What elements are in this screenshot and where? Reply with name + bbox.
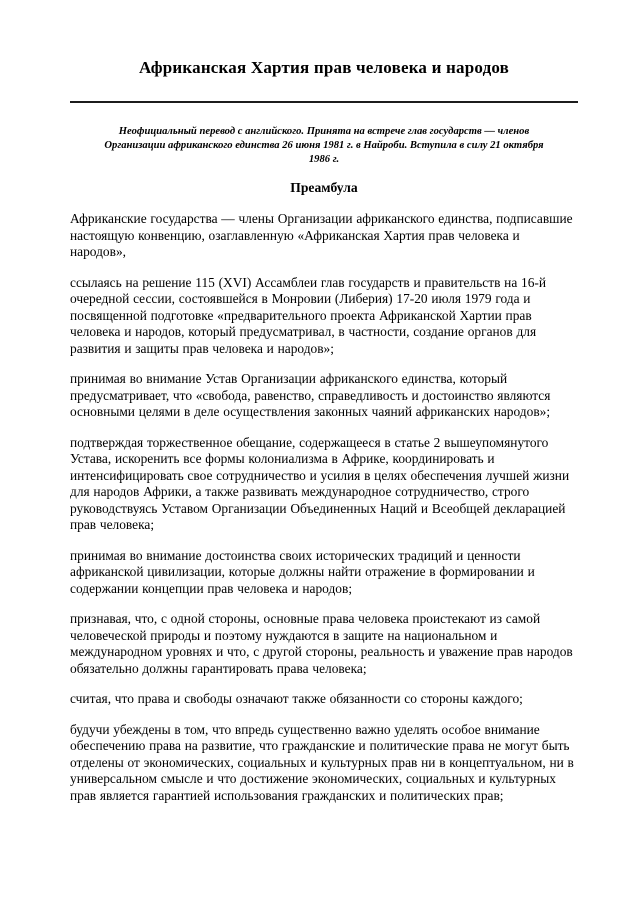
paragraph-article-2-pledge: подтверждая торжественное обещание, содержащееся в статье 2 вышеупомянутого Устава, искоренить все формы колониализма в Африке, координировать и интенсифицировать свое сотрудничество и усилия в целях обеспечения лучшей жизни для народов Африки, а также развивать международное сотрудничество, строго руководствуясь Уставом Организации Объединенных Наций и Всеобщей декларацией прав человека; — [70, 434, 570, 533]
paragraph-right-to-development: будучи убеждены в том, что впредь существенно важно уделять особое внимание обеспечению права на развитие, что гражданские и политические права не могут быть отделены от экономических, социальных и культурных прав ни в концептуальном, ни в универсальном смысле и что достижение экономических, социальных и культурных прав является гарантией использования гражданских и политических прав; — [70, 721, 574, 803]
paragraph-recognizing-rights: признавая, что, с одной стороны, основные права человека проистекают из самой человеческой природы и поэтому нуждаются в защите на национальном и международном уровнях и что, с другой стороны, реальность и уважение прав народов обязательно должны гарантировать права человека; — [70, 611, 573, 676]
document-title: Африканская Хартия прав человека и народов — [138, 58, 510, 77]
paragraph-duties: считая, что права и свободы означают также обязанности со стороны каждого; — [70, 691, 523, 707]
paragraph-traditions: принимая во внимание достоинства своих исторических традиций и ценности африканской цивилизации, которые должны найти отражение в формировании и содержании концепции прав человека и народов; — [70, 547, 535, 596]
preamble-body — [70, 211, 578, 804]
document-subtitle-note: Неофициальный перевод с английского. Принята на встрече глав государств — членов Организации африканского единства 26 июня 1981 г. в Найроби. Вступила в силу 21 октября 1986 г. — [104, 126, 544, 165]
paragraph-decision-115: ссылаясь на решение 115 (XVI) Ассамблеи глав государств и правительств на 16-й очередной сессии, состоявшейся в Монровии (Либерия) 17-20 июля 1979 года и посвященной подготовке «предварительного проекта Африканской Хартии прав человека и народов, который предусматривал, в частности, создание органов для развития и защиты прав человека и народов»; — [70, 274, 547, 356]
title-divider-rule — [70, 101, 578, 103]
paragraph-oau-charter: принимая во внимание Устав Организации африканского единства, который предусматривает, что «свобода, равенство, справедливость и достоинство являются основными целями в деле осуществления законных чаяний африканских народов»; — [70, 371, 551, 420]
paragraph-signatories: Африканские государства — члены Организации африканского единства, подписавшие настоящую конвенцию, озаглавленную «Африканская Хартия прав человека и народов», — [70, 211, 573, 260]
preamble-heading: Преамбула — [290, 179, 358, 195]
